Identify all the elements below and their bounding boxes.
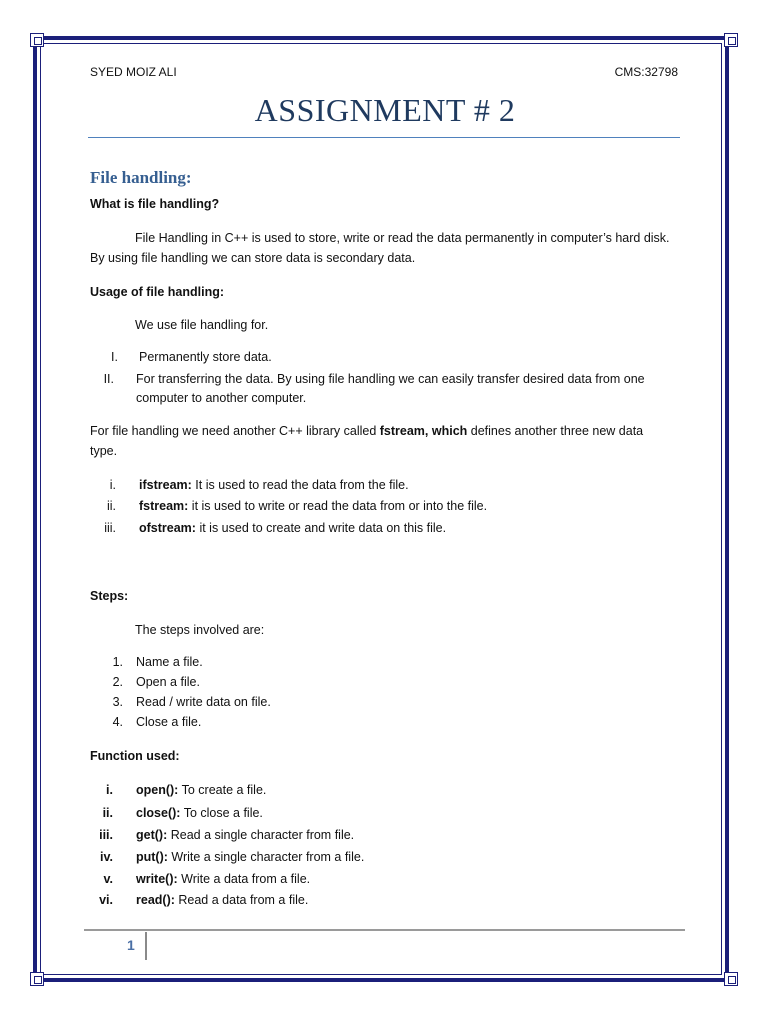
- library-text: type.: [90, 444, 118, 458]
- library-text: For file handling we need another C++ library called: [90, 424, 380, 438]
- list-item-number: i.: [106, 783, 113, 797]
- function-name: write():: [136, 872, 178, 886]
- list-item-number: II.: [103, 372, 114, 386]
- usage-heading: Usage of file handling:: [90, 285, 225, 299]
- description: To create a file.: [178, 783, 267, 797]
- list-item: Permanently store data.: [139, 350, 272, 364]
- list-item: [139, 518, 679, 538]
- description: it is used to write or read the data from or into the file.: [188, 499, 488, 513]
- list-item: [136, 780, 676, 800]
- description: To close a file.: [180, 806, 263, 820]
- border-corner-ornament: [30, 33, 44, 47]
- list-item-number: 1.: [112, 655, 123, 669]
- list-item-number: v.: [103, 872, 113, 886]
- list-item: Close a file.: [136, 715, 202, 729]
- list-item-number: ii.: [106, 499, 116, 513]
- function-name: open():: [136, 783, 179, 797]
- section-heading: File handling:: [90, 168, 192, 187]
- author-name: SYED MOIZ ALI: [90, 65, 177, 79]
- description: Write a single character from a file.: [167, 850, 365, 864]
- list-item-number: iii.: [99, 828, 113, 842]
- footer-divider: [84, 929, 685, 931]
- page-title: ASSIGNMENT # 2: [254, 92, 516, 128]
- list-item-number: 2.: [112, 675, 123, 689]
- list-item: Name a file.: [136, 655, 203, 669]
- list-item: [136, 869, 676, 889]
- list-item-number: iv.: [100, 850, 113, 864]
- list-item: [136, 890, 676, 910]
- term: ofstream:: [139, 521, 196, 535]
- border-corner-ornament: [30, 972, 44, 986]
- list-item-number: 4.: [112, 715, 123, 729]
- border-corner-ornament: [724, 33, 738, 47]
- list-item-continuation: computer to another computer.: [136, 391, 307, 405]
- description: Read a data from a file.: [174, 893, 309, 907]
- list-item: Open a file.: [136, 675, 200, 689]
- steps-intro: The steps involved are:: [135, 623, 265, 637]
- what-paragraph: File Handling in C++ is used to store, write or read the data permanently in computer’s hard disk. By using file handling we can store data is secondary data.: [90, 231, 670, 265]
- list-item-number: iii.: [104, 521, 116, 535]
- description: it is used to create and write data on this file.: [195, 521, 447, 535]
- list-item-number: I.: [111, 350, 118, 364]
- description: It is used to read the data from the file.: [191, 478, 409, 492]
- list-item: [139, 496, 679, 516]
- description: Read a single character from file.: [167, 828, 355, 842]
- library-paragraph: [90, 421, 670, 461]
- page-number: 1: [127, 937, 135, 953]
- border-corner-ornament: [724, 972, 738, 986]
- steps-heading: Steps:: [90, 589, 129, 603]
- page-number-separator: [145, 932, 147, 960]
- list-item: [136, 847, 676, 867]
- library-term: fstream, which: [379, 424, 468, 438]
- list-item-number: 3.: [112, 695, 123, 709]
- library-text: defines another three new data: [467, 424, 644, 438]
- function-name: close():: [136, 806, 181, 820]
- what-heading: What is file handling?: [90, 197, 220, 211]
- title-divider: [88, 137, 680, 138]
- term: ifstream:: [139, 478, 192, 492]
- description: Write a data from a file.: [177, 872, 311, 886]
- list-item-number: vi.: [99, 893, 113, 907]
- cms-id: CMS:32798: [614, 65, 678, 79]
- function-name: put():: [136, 850, 168, 864]
- list-item: For transferring the data. By using file handling we can easily transfer desired data from one: [136, 372, 645, 386]
- list-item-number: i.: [109, 478, 116, 492]
- functions-heading: Function used:: [90, 749, 180, 763]
- list-item-number: ii.: [102, 806, 113, 820]
- usage-intro: We use file handling for.: [135, 318, 269, 332]
- list-item: [136, 803, 676, 823]
- list-item: [136, 825, 676, 845]
- list-item: Read / write data on file.: [136, 695, 271, 709]
- function-name: read():: [136, 893, 175, 907]
- term: fstream:: [139, 499, 189, 513]
- list-item: [139, 475, 679, 495]
- function-name: get():: [136, 828, 168, 842]
